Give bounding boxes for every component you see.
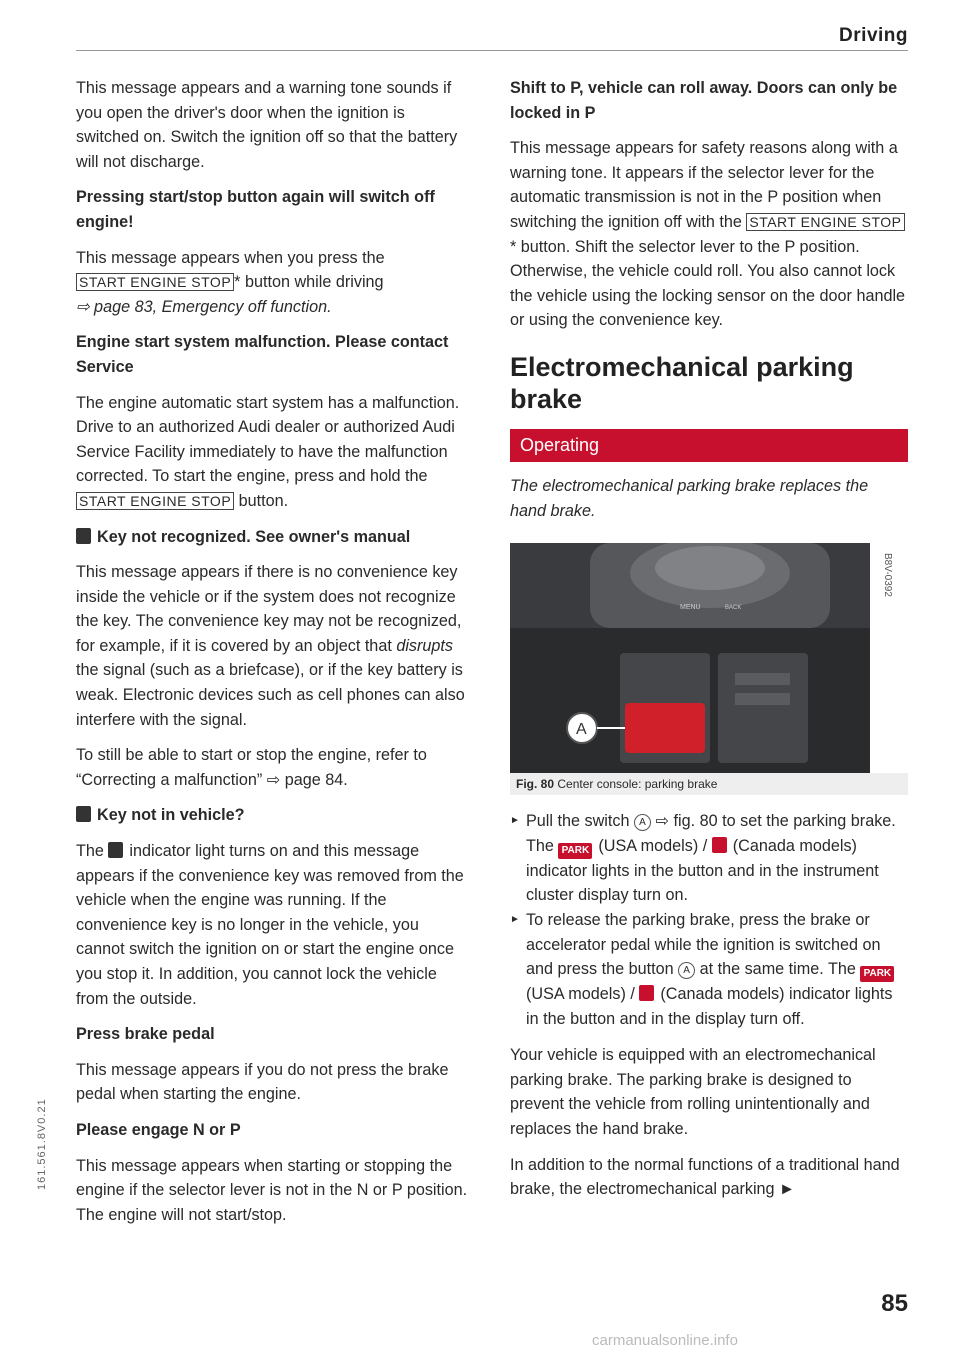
start-engine-stop-key: START ENGINE STOP (76, 273, 234, 291)
step-item: ► Pull the switch A ⇨ fig. 80 to set the parking brake. The PARK (USA models) / (Canada models) indicator lights in the button and in the instrument cluster display turn on. (510, 809, 908, 908)
paragraph: This message appears if there is no convenience key inside the vehicle or if the system does not recognize the key. The convenience key may not be recognized, for example, if it is covered by an object that disrupts the signal (such as a briefcase), or if the key battery is weak. Electronic devices such as cell phones can also interfere with the signal. (76, 563, 465, 729)
park-indicator-icon: PARK (860, 966, 894, 982)
heading-press-brake: Press brake pedal (76, 1025, 215, 1044)
heading-shift-to-p: Shift to P, vehicle can roll away. Doors can only be locked in P (510, 79, 898, 122)
document-code: 161.561.8V0.21 (36, 1098, 48, 1190)
intro-text: The electromechanical parking brake replaces the hand brake. (510, 476, 869, 520)
page-number: 85 (881, 1290, 908, 1317)
paragraph: Your vehicle is equipped with an electromechanical parking brake. The parking brake is designed to prevent the vehicle from rolling unintentionally and replaces the hand brake. (510, 1046, 876, 1139)
figure-code: B8V-0392 (882, 553, 893, 598)
back-label: BACK (725, 605, 742, 612)
section-title: Driving (839, 25, 908, 46)
key-indicator-icon (108, 842, 123, 858)
figure-parking-brake (510, 543, 908, 773)
heading-engine-start-malfunction: Engine start system malfunction. Please contact Service (76, 333, 449, 376)
heading-key-not-in-vehicle: Key not in vehicle? (76, 803, 471, 828)
step-item: ► To release the parking brake, press the brake or accelerator pedal while the ignition is switched on and press the button A at the same time. The PARK(USA models) / (Canada models) indicator lights in the button and in the display turn off. (510, 908, 908, 1031)
paragraph: This message appears when starting or stopping the engine if the selector lever is not in the N or P position. The engine will not start/stop. (76, 1156, 468, 1224)
paragraph: The engine automatic start system has a malfunction. Drive to an authorized Audi dealer or authorized Audi Service Facility immediately to have the malfunction corrected. To start the engine, press and hold the START ENGINE STOP button. (76, 393, 460, 510)
heading-key-not-recognized: Key not recognized. See owner's manual (76, 525, 471, 550)
paragraph: This message appears and a warning tone sounds if you open the driver's door when the ignition is switched on. Switch the ignition off so that the battery will not discharge. (76, 79, 458, 171)
callout-a-ref: A (678, 962, 695, 979)
callout-a-ref: A (634, 814, 651, 831)
left-column (76, 76, 471, 1238)
start-engine-stop-key: START ENGINE STOP (746, 213, 904, 231)
section-heading: Electromechanical parking brake (510, 351, 854, 414)
paragraph: In addition to the normal functions of a traditional hand brake, the electromechanical parking ► (510, 1155, 900, 1199)
page-reference[interactable]: ⇨ page 83, Emergency off function. (76, 297, 332, 316)
paragraph: This message appears when you press the START ENGINE STOP * button while driving ⇨ page 83, Emergency off function. (76, 248, 385, 316)
heading-press-again: Pressing start/stop button again will switch off engine! (76, 188, 435, 231)
watermark: carmanualsonline.info (592, 1332, 738, 1349)
paragraph: The indicator light turns on and this message appears if the convenience key was removed from the vehicle when the engine was running. If the convenience key is no longer in the vehicle, you cannot switch the ignition on or start the engine once you stop it. In addition, you cannot lock the vehicle from the outside. (76, 842, 464, 1008)
key-missing-icon (76, 806, 91, 822)
canada-brake-icon (639, 985, 654, 1001)
start-engine-stop-key: START ENGINE STOP (76, 492, 234, 510)
park-indicator-icon: PARK (558, 843, 592, 859)
steps-list (510, 809, 908, 1031)
subsection-bar: Operating (510, 429, 908, 462)
header-rule (76, 50, 908, 51)
paragraph: This message appears if you do not press the brake pedal when starting the engine. (76, 1060, 449, 1104)
right-column (510, 76, 908, 1213)
parking-brake-switch (625, 703, 705, 753)
console-illustration (510, 543, 908, 773)
menu-label: MENU (680, 604, 701, 612)
callout-a-label: A (576, 721, 587, 739)
figure-caption: Fig. 80 Center console: parking brake (510, 773, 908, 795)
paragraph: This message appears for safety reasons along with a warning tone. It appears if the selector lever for the automatic transmission is not in the P position when switching the ignition off with the START ENGINE STOP* button. Shift the selector lever to the P position. Otherwise, the vehicle could roll. You also cannot lock the vehicle using the locking sensor on the door handle or using the convenience key. (510, 139, 906, 330)
heading-engage-n-or-p: Please engage N or P (76, 1120, 241, 1139)
paragraph: To still be able to start or stop the engine, refer to “Correcting a malfunction” ⇨ page 84. (76, 746, 427, 789)
canada-brake-icon (712, 837, 727, 853)
key-warning-icon (76, 528, 91, 544)
